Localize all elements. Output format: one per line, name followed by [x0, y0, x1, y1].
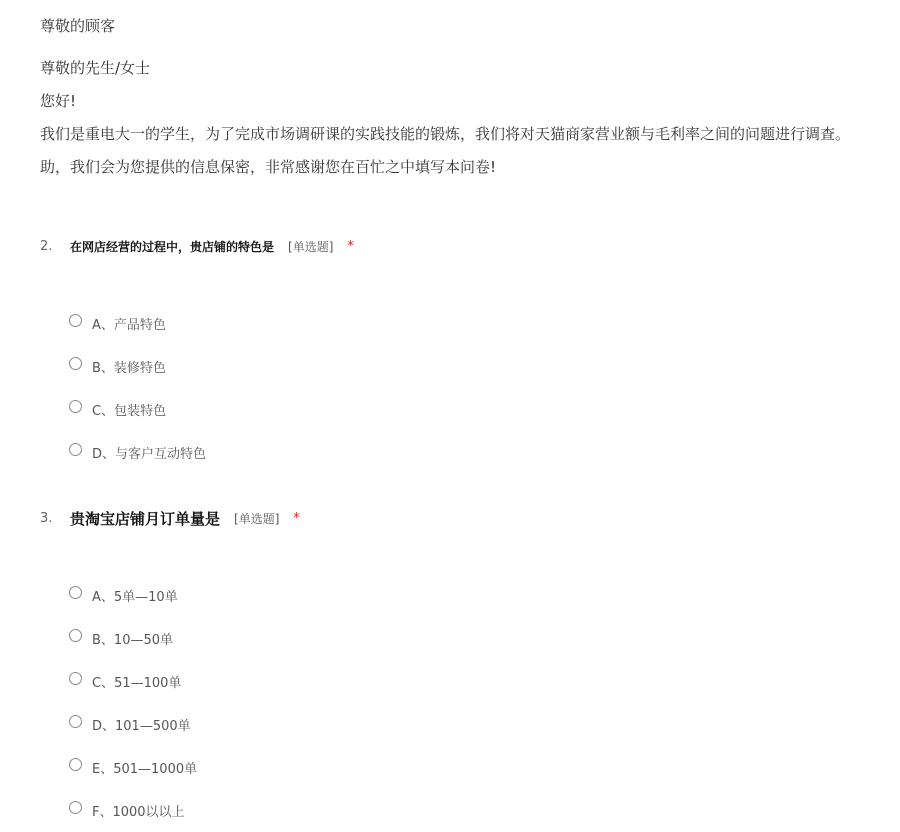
option-label[interactable]: B、10—50单 [92, 633, 174, 648]
radio-button[interactable] [69, 672, 82, 685]
radio-button[interactable] [69, 801, 82, 814]
option-label[interactable]: C、51—100单 [92, 676, 182, 691]
radio-button[interactable] [69, 758, 82, 771]
question-title: 贵淘宝店铺月订单量是 [70, 509, 221, 528]
required-mark: * [293, 510, 300, 526]
radio-button[interactable] [69, 629, 82, 642]
option-e[interactable] [69, 746, 197, 789]
option-label[interactable]: D、101—500单 [92, 719, 191, 734]
intro-paragraph-line-2: 助，我们会为您提供的信息保密，非常感谢您在百忙之中填写本问卷! [40, 158, 497, 176]
radio-button[interactable] [69, 586, 82, 599]
question-header [40, 505, 890, 531]
option-label[interactable]: E、501—1000单 [92, 762, 198, 777]
radio-button[interactable] [69, 443, 82, 456]
option-list [69, 574, 197, 832]
question-2 [40, 233, 890, 462]
option-f[interactable] [69, 789, 197, 832]
option-c[interactable] [69, 388, 206, 431]
option-label[interactable]: A、产品特色 [92, 318, 166, 333]
salutation-text: 尊敬的先生/女士 [40, 59, 151, 77]
required-mark: * [347, 238, 354, 254]
option-d[interactable] [69, 431, 206, 474]
option-label[interactable]: A、5单—10单 [92, 590, 178, 605]
survey-intro [40, 14, 900, 184]
option-c[interactable] [69, 660, 197, 703]
radio-button[interactable] [69, 400, 82, 413]
radio-button[interactable] [69, 357, 82, 370]
question-number: 3. [40, 510, 53, 526]
greeting-title: 尊敬的顾客 [40, 17, 116, 35]
option-a[interactable] [69, 302, 206, 345]
option-b[interactable] [69, 617, 197, 660]
option-a[interactable] [69, 574, 197, 617]
question-title: 在网店经营的过程中，贵店铺的特色是 [70, 239, 275, 254]
radio-button[interactable] [69, 715, 82, 728]
option-label[interactable]: D、与客户互动特色 [92, 447, 207, 462]
question-type-label: [单选题] [234, 511, 280, 526]
question-header [40, 233, 890, 259]
option-label[interactable]: C、包装特色 [92, 404, 167, 419]
option-label[interactable]: B、装修特色 [92, 361, 166, 376]
option-list [69, 302, 206, 474]
question-number: 2. [40, 238, 53, 254]
hello-text: 您好! [40, 92, 77, 110]
question-3 [40, 505, 890, 820]
intro-paragraph-line-1: 我们是重电大一的学生，为了完成市场调研课的实践技能的锻炼，我们将对天猫商家营业额与毛利率之间的问题进行调查。 [40, 125, 851, 143]
radio-button[interactable] [69, 314, 82, 327]
option-b[interactable] [69, 345, 206, 388]
question-type-label: [单选题] [288, 239, 334, 254]
option-d[interactable] [69, 703, 197, 746]
option-label[interactable]: F、1000以以上 [92, 805, 185, 820]
